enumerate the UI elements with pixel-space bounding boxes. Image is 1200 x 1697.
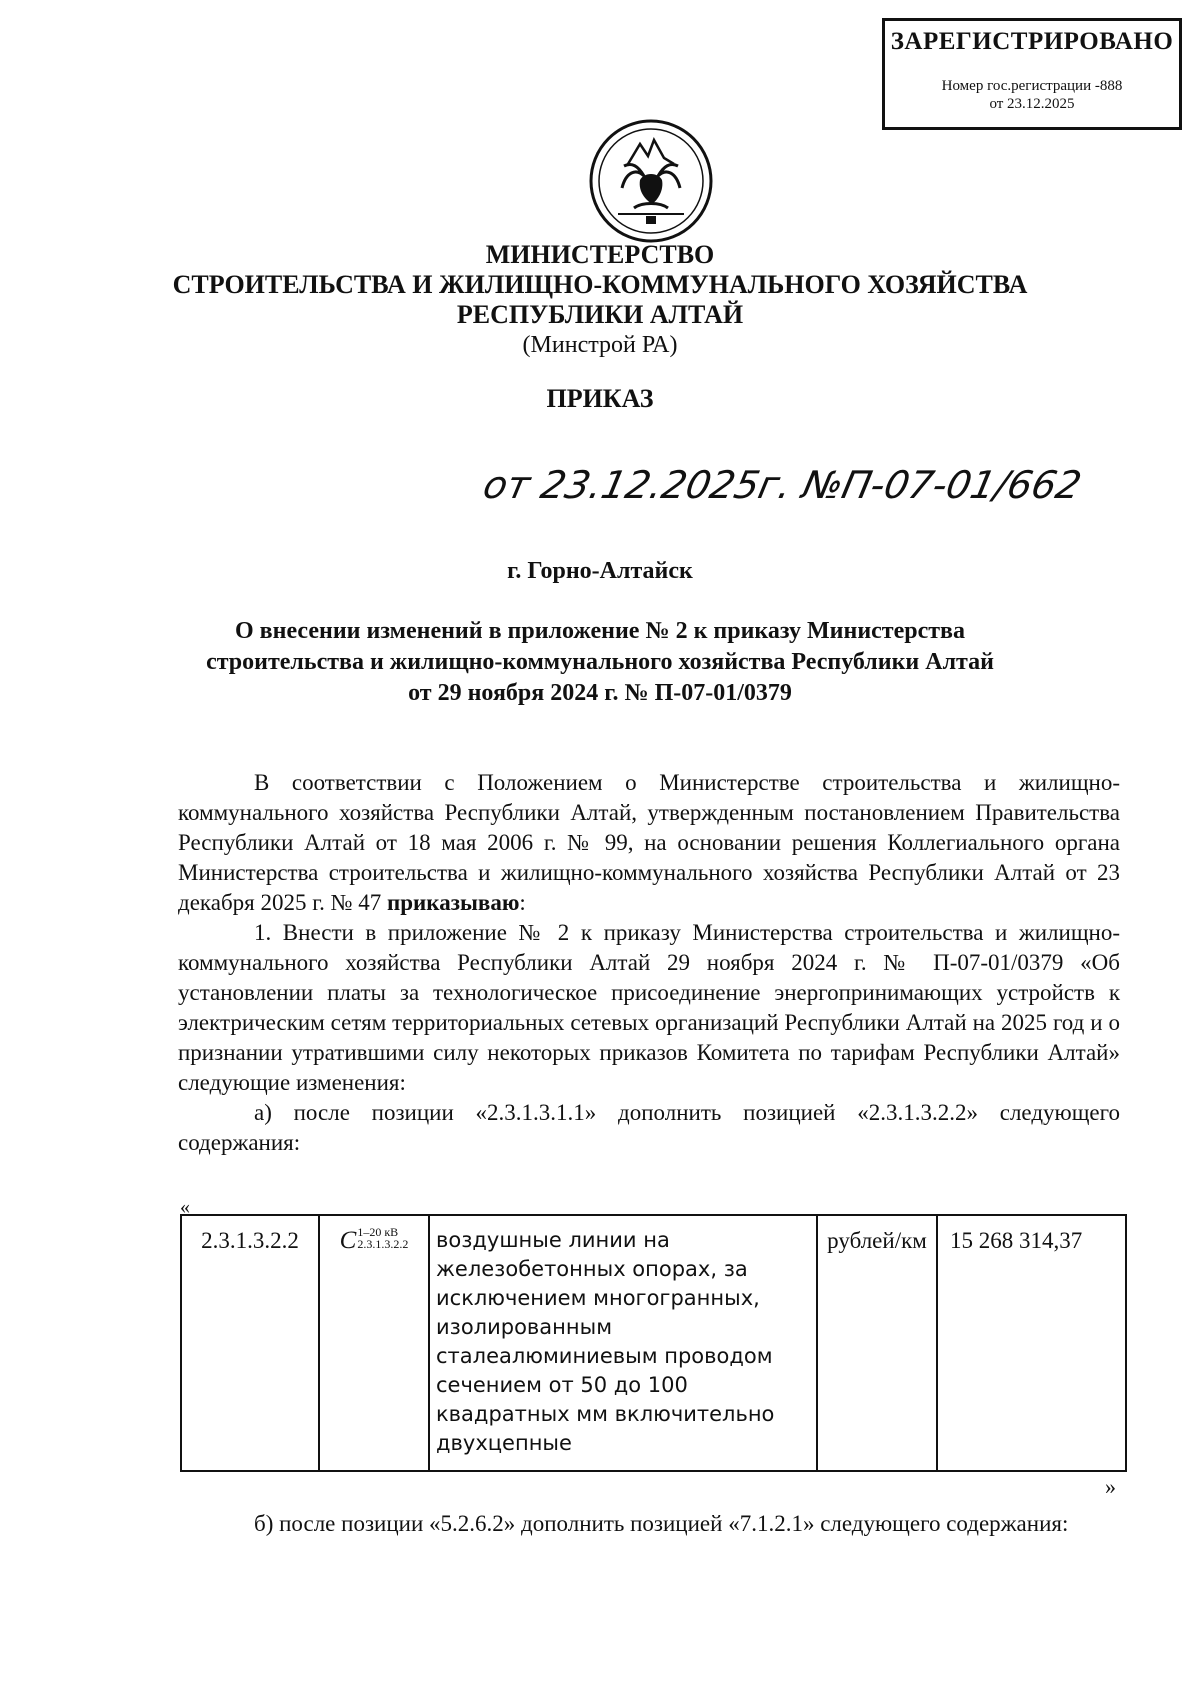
- document-type-title: ПРИКАЗ: [546, 384, 654, 413]
- order-subject: [0, 616, 1200, 709]
- item-a-paragraph: а) после позиции «2.3.1.3.1.1» дополнить позицией «2.3.1.3.2.2» следующего содержания:: [178, 1100, 1120, 1155]
- symbol-indices: [357, 1226, 408, 1250]
- cell-description: воздушные линии на железобетонных опорах, за исключением многогранных, изолированным сталеалюминиевым проводом сечением от 50 до 100 квадратных мм включительно двухцепные: [429, 1215, 817, 1471]
- order-body: [178, 768, 1120, 1158]
- ministry-short-name: (Минстрой РА): [522, 332, 678, 358]
- ministry-line-1: МИНИСТЕРСТВО: [485, 240, 715, 269]
- registration-number: Номер гос.регистрации -888: [941, 78, 1123, 94]
- symbol-letter: C: [339, 1227, 357, 1254]
- item-b-block: [178, 1508, 1120, 1539]
- cell-position: 2.3.1.3.2.2: [181, 1215, 319, 1471]
- symbol-subscript: 2.3.1.3.2.2: [357, 1237, 409, 1251]
- intro-text: В соответствии с Положением о Министерстве строительства и жилищно-коммунального хозяйства Республики Алтай, утвержденным постановлением Правительства Республики Алтай от 18 мая 2006 г. № 99, на основании решения Коллегиального органа Министерства строительства и жилищно-коммунального хозяйства Республики Алтай от 23 декабря 2025 г. № 47: [178, 770, 1120, 915]
- ministry-header: [0, 240, 1200, 360]
- subject-line-3: от 29 ноября 2024 г. № П-07-01/0379: [408, 680, 792, 706]
- table-quote-open: «: [180, 1196, 190, 1218]
- cell-value: 15 268 314,37: [937, 1215, 1126, 1471]
- item-1-paragraph: 1. Внести в приложение № 2 к приказу Министерства строительства и жилищно-коммунального хозяйства Республики Алтай 29 ноября 2024 г. № П-07-01/0379 «Об установлении платы за технологическое присоединение энергопринимающих устройств к электрическим сетям территориальных сетевых организаций Республики Алтай на 2025 год и о признании утратившими силу некоторых приказов Комитета по тарифам Республики Алтай» следующие изменения:: [178, 920, 1120, 1095]
- intro-keyword: приказываю: [387, 890, 520, 915]
- handwritten-order-text: от 23.12.2025г. №П-07-01/662: [479, 463, 1086, 508]
- intro-paragraph: [178, 768, 1120, 918]
- cell-unit: рублей/км: [817, 1215, 937, 1471]
- symbol-superscript: 1–20 кВ: [357, 1225, 399, 1239]
- ministry-line-2: СТРОИТЕЛЬСТВА И ЖИЛИЩНО-КОММУНАЛЬНОГО ХОЗЯЙСТВА: [172, 270, 1028, 299]
- registration-date: от 23.12.2025: [989, 96, 1075, 112]
- table-quote-close: »: [1105, 1474, 1116, 1499]
- position-table: [180, 1214, 1127, 1472]
- coat-of-arms-emblem: [588, 118, 714, 244]
- registration-stamp: [882, 18, 1182, 130]
- intro-end: :: [519, 890, 526, 915]
- city-line: г. Горно-Алтайск: [507, 558, 693, 584]
- subject-line-1: О внесении изменений в приложение № 2 к приказу Министерства: [235, 618, 965, 644]
- table-row: [181, 1215, 1126, 1471]
- item-b-paragraph: б) после позиции «5.2.6.2» дополнить позицией «7.1.2.1» следующего содержания:: [254, 1511, 1069, 1536]
- handwritten-order-number: [479, 448, 1086, 522]
- cell-symbol: [319, 1215, 429, 1471]
- ministry-line-3: РЕСПУБЛИКИ АЛТАЙ: [456, 300, 744, 329]
- subject-line-2: строительства и жилищно-коммунального хозяйства Республики Алтай: [206, 649, 994, 675]
- registration-title: ЗАРЕГИСТРИРОВАНО: [890, 28, 1174, 55]
